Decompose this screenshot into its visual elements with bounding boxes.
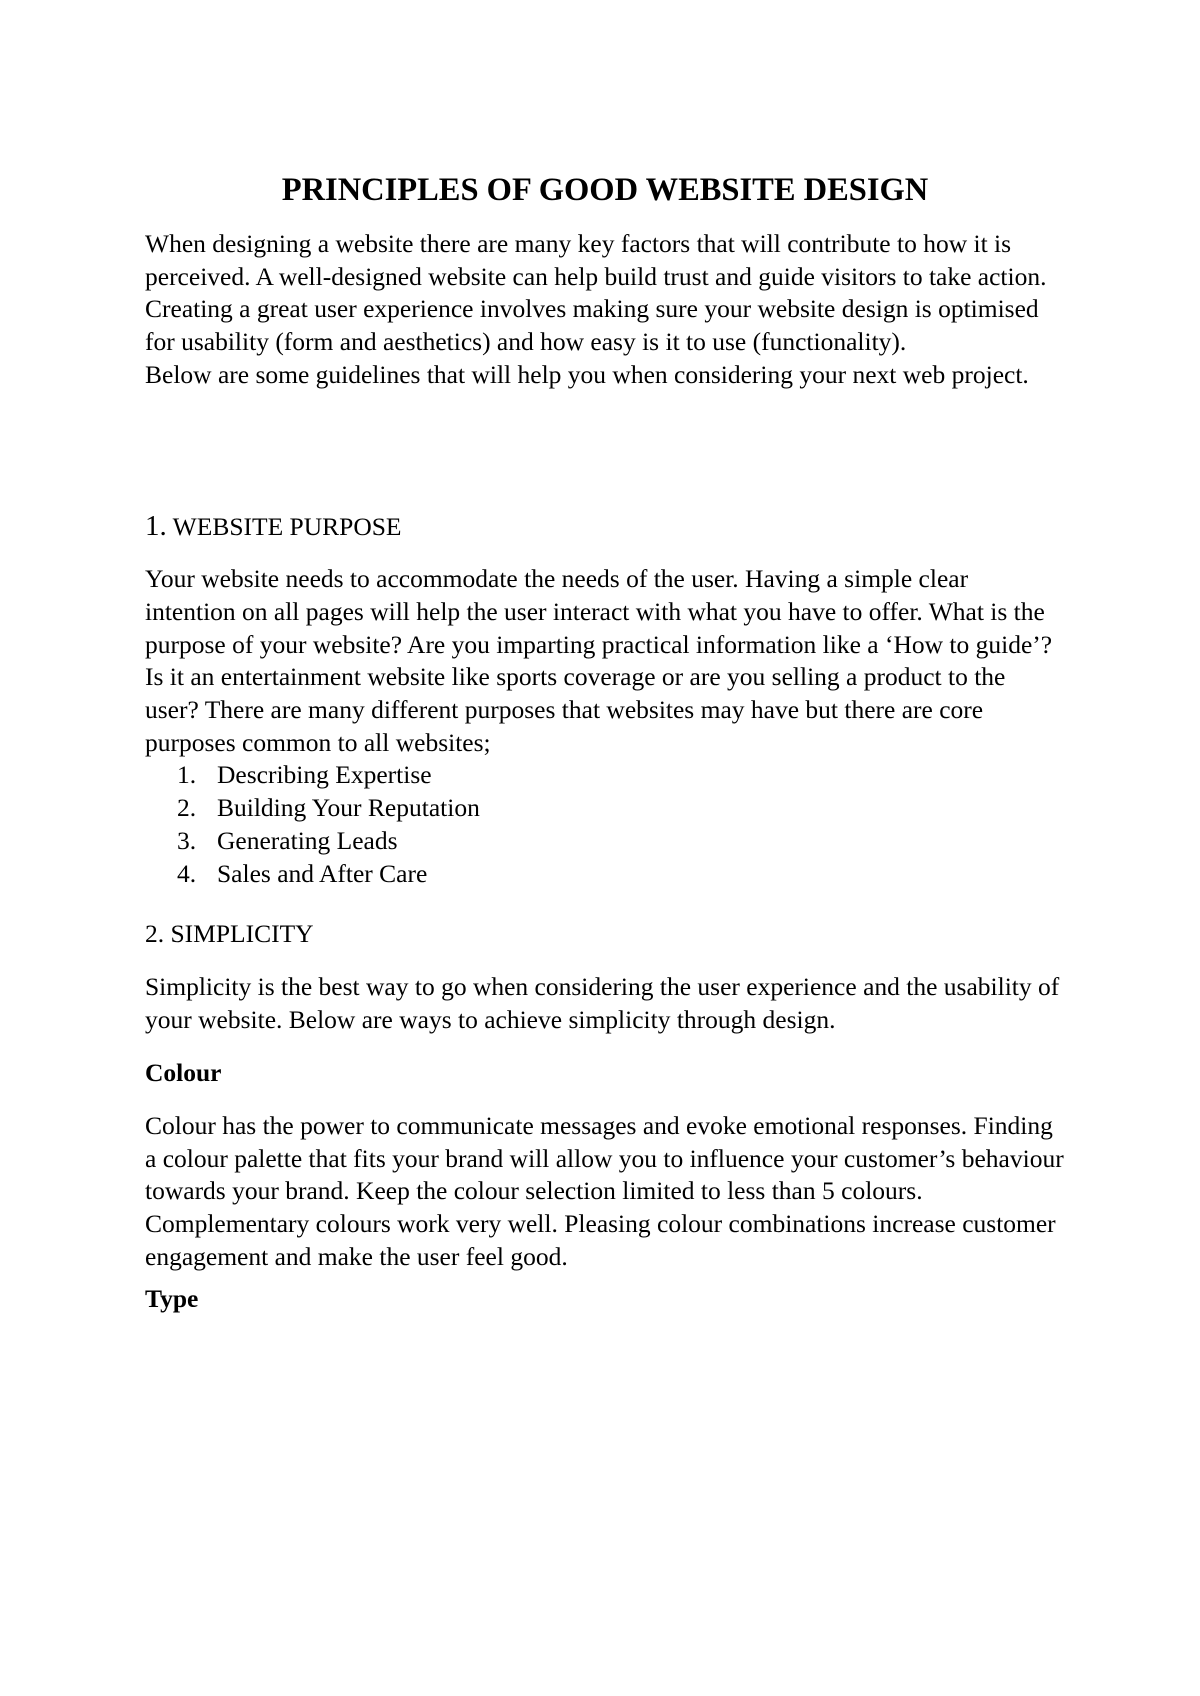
type-heading: Type bbox=[145, 1283, 199, 1313]
intro-paragraph: When designing a website there are many key factors that will contribute to how it is perceived. A well-designed website can help build trust and guide visitors to take action. Creating a great user experience involves making sure your website design is optimised for usability (form and aesthetics) and how easy is it to use (functionality). bbox=[145, 229, 1047, 357]
document-content bbox=[145, 170, 1065, 1315]
list-item-text: Sales and After Care bbox=[217, 858, 428, 888]
intro-paragraph-guidelines: Below are some guidelines that will help you when considering your next web project. bbox=[145, 359, 1029, 389]
list-item bbox=[145, 825, 1065, 858]
list-item-number: 3. bbox=[177, 825, 197, 855]
list-item bbox=[145, 792, 1065, 825]
simplicity-paragraph: Simplicity is the best way to go when considering the user experience and the usability of your website. Below are ways to achieve simplicity through design. bbox=[145, 971, 1060, 1034]
list-item bbox=[145, 759, 1065, 792]
section-heading-website-purpose bbox=[145, 510, 1065, 544]
section-heading-text: WEBSITE PURPOSE bbox=[172, 511, 402, 541]
list-item-text: Generating Leads bbox=[217, 825, 398, 855]
section-heading-simplicity: 2. SIMPLICITY bbox=[145, 919, 314, 949]
colour-paragraph: Colour has the power to communicate messages and evoke emotional responses. Finding a colour palette that fits your brand will allow you to influence your customer’s behaviour towards your brand. Keep the colour selection limited to less than 5 colours. Complementary colours work very well. Pleasing colour combinations increase customer engagement and make the user feel good. bbox=[145, 1111, 1064, 1271]
colour-heading: Colour bbox=[145, 1058, 222, 1088]
list-item-number: 1. bbox=[177, 760, 197, 790]
section-number: 1. bbox=[145, 509, 167, 542]
list-item bbox=[145, 858, 1065, 891]
list-item-text: Describing Expertise bbox=[217, 760, 432, 790]
document-title: PRINCIPLES OF GOOD WEBSITE DESIGN bbox=[281, 172, 929, 208]
list-item-text: Building Your Reputation bbox=[217, 793, 480, 823]
website-purpose-paragraph: Your website needs to accommodate the needs of the user. Having a simple clear intention on all pages will help the user interact with what you have to offer. What is the purpose of your website? Are you imparting practical information like a ‘How to guide’? Is it an entertainment website like sports coverage or are you selling a product to the user? There are many different purposes that websites may have but there are core purposes common to all websites; bbox=[145, 564, 1053, 757]
list-item-number: 2. bbox=[177, 793, 197, 823]
purpose-list bbox=[145, 759, 1065, 890]
list-item-number: 4. bbox=[177, 858, 197, 888]
